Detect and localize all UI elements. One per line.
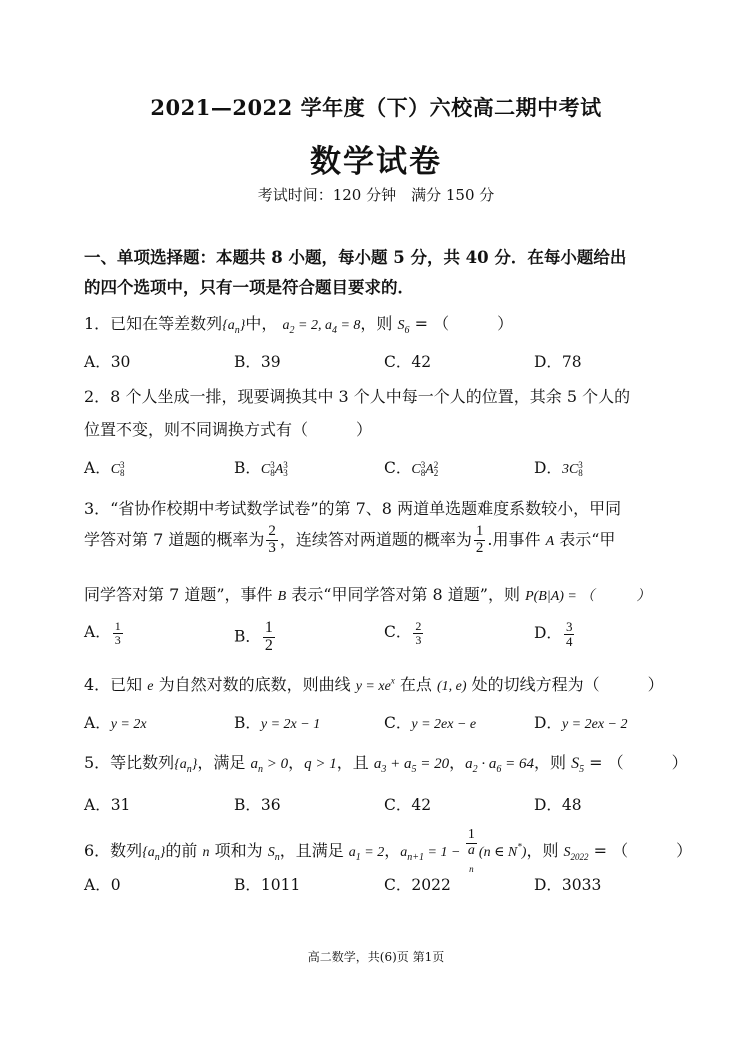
fraction-2-3: $\frac{2}{3}$ (268, 523, 276, 556)
question-6-option-d: D．3033 (534, 876, 602, 894)
question-2-stem-line2: 位置不变，则不同调换方式有（ ） (84, 420, 373, 439)
question-4-option-b: B．y = 2x − 1 (234, 714, 321, 732)
question-3-stem-line3: 同学答对第 7 道题”，事件 B 表示“甲同学答对第 8 道题”，则 P(B|A) = （ ） (84, 585, 651, 604)
question-3-stem-line1: 3．“省协作校期中考试数学试卷”的第 7、8 两道单选题难度系数较小，甲同 (84, 499, 622, 518)
question-5-option-c: C．42 (384, 796, 432, 814)
question-3-option-a: A． $\frac{1}{3}$ (84, 619, 121, 647)
question-5-option-d: D．48 (534, 796, 582, 814)
page-footer: 高二数学，共(6)页 第1页 (307, 950, 445, 964)
question-2-option-d: D．3C 3 8 (534, 459, 583, 478)
question-5-stem: 5．等比数列$\{a_n\}$，满足 $a_n > 0$，q > 1，且 $a_3 + a_5 = 20$，$a_2 \cdot a_6 = 64$，则 $S_5$ = （ ） (84, 753, 688, 776)
question-3-option-c: C． $\frac{2}{3}$ (384, 619, 422, 647)
question-1-option-d: D．78 (534, 353, 582, 371)
question-6-option-a: A．0 (84, 876, 121, 894)
question-3-option-d: D． $\frac{3}{4}$ (534, 619, 573, 649)
question-3-stem-line2: 学答对第 7 道题的概率为 $\frac{2}{3}$ ，连续答对两道题的概率为 $\frac{1}{2}$ .用事件 A 表示“甲 (84, 523, 616, 556)
section-heading-line1: 一、单项选择题：本题共 8 小题，每小题 5 分，共 40 分．在每小题给出 (84, 248, 627, 267)
fraction-1-an: 1 a $_n$ (467, 827, 475, 875)
question-1-option-a: A．30 (84, 353, 131, 371)
exam-title: 2021—2022 学年度（下）六校高二期中考试 (150, 95, 602, 120)
question-5-option-a: A．31 (84, 796, 131, 814)
question-4-option-a: A．y = 2x (84, 714, 147, 732)
question-6-option-c: C．2022 (384, 876, 451, 894)
question-1-option-c: C．42 (384, 353, 432, 371)
question-3-option-b: B． $\frac{1}{2}$ (234, 619, 273, 654)
question-5-option-b: B．36 (234, 796, 281, 814)
question-6-stem: 6．数列$\{a_n\}$的前 n 项和为 $S_n$，且满足 $a_1 = 2$，$a_{n+1} = 1$ − 1 a $_n$ (n ∈ N*)，则 $S_{2022}$ = （ ） (84, 827, 693, 875)
question-6-option-b: B．1011 (234, 876, 301, 894)
section-heading-line2: 的四个选项中，只有一项是符合题目要求的． (84, 278, 414, 297)
question-4-option-c: C．y = 2ex − e (384, 714, 477, 732)
question-1-option-b: B．39 (234, 353, 281, 371)
subject-title: 数学试卷 (310, 144, 442, 180)
question-2-option-c: C．C 3 8 A 2 2 (384, 459, 439, 478)
question-4-option-d: D．y = 2ex − 2 (534, 714, 628, 732)
fraction-1-2: $\frac{1}{2}$ (475, 523, 484, 556)
exam-meta: 考试时间：120 分钟 满分 150 分 (257, 186, 495, 204)
question-4-stem: 4．已知 e 为自然对数的底数，则曲线 $y = xe^x$ 在点 (1, e) 处的切线方程为（ ） (84, 675, 664, 694)
question-2-option-b: B．C 3 8 A 3 3 (234, 459, 288, 478)
question-1-stem: 1．已知在等差数列$\{a_n\}$中， $a_2 = 2$, $a_4 = 8$，则 $S_6$ = （ ） (84, 314, 514, 337)
question-2-stem-line1: 2．8 个人坐成一排，现要调换其中 3 个人中每一个人的位置，其余 5 个人的 (84, 387, 631, 406)
question-2-option-a: A．C 3 8 (84, 459, 125, 478)
